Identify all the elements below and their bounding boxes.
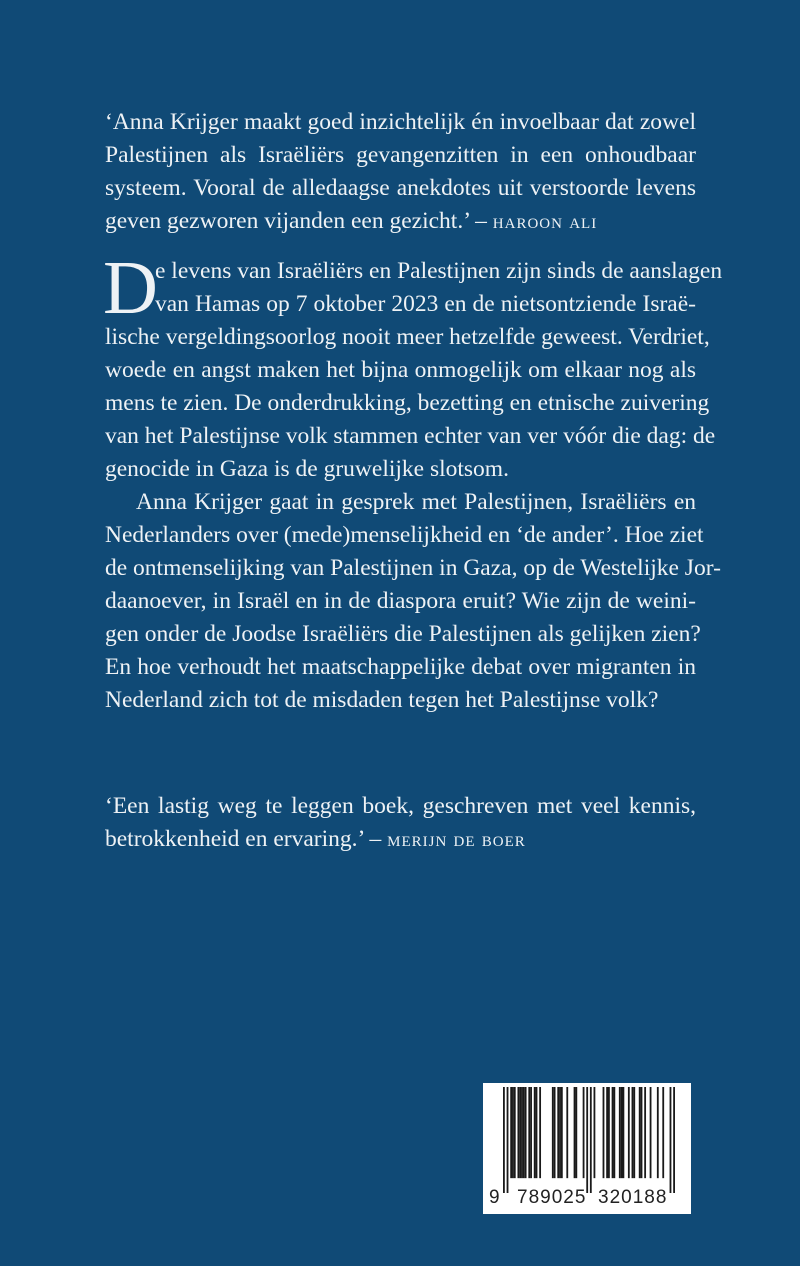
barcode-digit-first: 9 [489, 1187, 500, 1208]
barcode-bar [632, 1087, 634, 1178]
barcode-bar [628, 1087, 630, 1178]
body-line: de ontmenselijking van Palestijnen in Gaza, op de Westelijke Jor- [105, 555, 721, 581]
barcode-bar [594, 1087, 596, 1178]
drop-cap: D [103, 246, 158, 330]
barcode-bar [641, 1087, 643, 1178]
body-line: Anna Krijger gaat in gesprek met Palestijnen, Israëliërs en [136, 489, 696, 515]
barcode-bar [536, 1087, 538, 1178]
body-line: woede en angst maken het bijna onmogelijk om elkaar nog als [105, 357, 696, 383]
barcode-bar [621, 1087, 623, 1178]
barcode-bar [557, 1087, 559, 1178]
barcode-bar [639, 1087, 641, 1178]
barcode-bar [575, 1087, 577, 1178]
barcode-bar [512, 1087, 514, 1178]
barcode-bar [622, 1087, 624, 1178]
barcode-bar [514, 1087, 516, 1178]
barcode-bar [583, 1087, 585, 1178]
body-line: mens te zien. De onderdrukking, bezetting en etnische zuivering [105, 390, 710, 416]
barcode-bar [521, 1087, 523, 1178]
review-quote-merijn-de-boer [105, 790, 696, 856]
barcode-bar [606, 1087, 608, 1178]
barcode-bar [603, 1087, 605, 1178]
quote-line: ‘Een lastig weg te leggen boek, geschreven met veel kennis, [105, 793, 696, 819]
barcode-bar [586, 1087, 588, 1193]
body-line: e levens van Israëliërs en Palestijnen zijn sinds de aanslagen [155, 258, 723, 284]
body-line: Nederland zich tot de misdaden tegen het Palestijnse volk? [105, 687, 659, 713]
barcode-bar [517, 1087, 519, 1178]
barcode-bar [525, 1087, 527, 1178]
paragraph-1 [103, 246, 723, 486]
barcode-bar [673, 1087, 675, 1193]
body-line: gen onder de Joodse Israëliërs die Palestijnen als gelijken zien? [105, 621, 701, 647]
barcode-bar [608, 1087, 610, 1178]
quote-author: merijn de boer [387, 827, 526, 851]
body-line: Nederlanders over (mede)menselijkheid en ‘de ander’. Hoe ziet [105, 522, 704, 548]
barcode-bar [510, 1087, 512, 1178]
barcode-bar [523, 1087, 525, 1178]
barcode-bar [554, 1087, 556, 1178]
barcode-bar [559, 1087, 561, 1178]
barcode-bar [657, 1087, 659, 1178]
barcode-bar [612, 1087, 614, 1178]
quote-text: geven gezworen vijanden een gezicht.’ – [105, 208, 487, 234]
barcode-bar [528, 1087, 530, 1178]
barcode-bar [539, 1087, 541, 1178]
quote-line [105, 205, 696, 238]
quote-line: ‘Anna Krijger maakt goed inzichtelijk én invoelbaar dat zowel [105, 109, 696, 135]
barcode-bar [507, 1087, 509, 1193]
body-line: van het Palestijnse volk stammen echter van ver vóór die dag: de [105, 423, 716, 449]
body-line: En hoe verhoudt het maatschappelijke debat over migranten in [105, 654, 696, 680]
body-line: daanoever, in Israël en in de diaspora eruit? Wie zijn de weini- [105, 588, 696, 614]
barcode-bars [503, 1087, 675, 1193]
barcode-bar [574, 1087, 576, 1178]
review-quote-haroon-ali [105, 106, 696, 238]
barcode-bar [590, 1087, 592, 1193]
quote-text: betrokkenheid en ervaring.’ – [105, 826, 382, 852]
body-line: genocide in Gaza is de gruwelijke slotsom. [105, 456, 509, 482]
body-line: van Hamas op 7 oktober 2023 en de nietsontziende Israë- [155, 291, 696, 317]
barcode-bar [613, 1087, 615, 1178]
barcode-bar [519, 1087, 521, 1178]
barcode-bar [662, 1087, 664, 1178]
barcode-bar [644, 1087, 646, 1178]
body-line: lische vergeldingsoorlog nooit meer hetzelfde geweest. Verdriet, [105, 324, 710, 350]
quote-line [105, 823, 696, 856]
barcode-bar [670, 1087, 672, 1193]
barcode-bar [530, 1087, 532, 1178]
quote-line: Palestijnen als Israëliërs gevangenzitten in een onhoudbaar [105, 142, 696, 168]
quote-author: haroon ali [492, 209, 598, 233]
barcode-bar [633, 1087, 635, 1178]
barcode-digits-right: 320188 [598, 1187, 668, 1208]
blurb-text [103, 246, 723, 717]
barcode-bar [650, 1087, 652, 1178]
barcode-digits-left: 789025 [517, 1187, 587, 1208]
barcode-bar [534, 1087, 536, 1178]
paragraph-2 [105, 486, 721, 717]
barcode-bar [552, 1087, 554, 1178]
barcode-bar [619, 1087, 621, 1178]
isbn-barcode [483, 1083, 691, 1214]
barcode-bar [566, 1087, 568, 1178]
barcode-bar [561, 1087, 563, 1178]
barcode-bar [503, 1087, 505, 1193]
quote-line: systeem. Vooral de alledaagse anekdotes uit verstoorde levens [105, 175, 696, 201]
